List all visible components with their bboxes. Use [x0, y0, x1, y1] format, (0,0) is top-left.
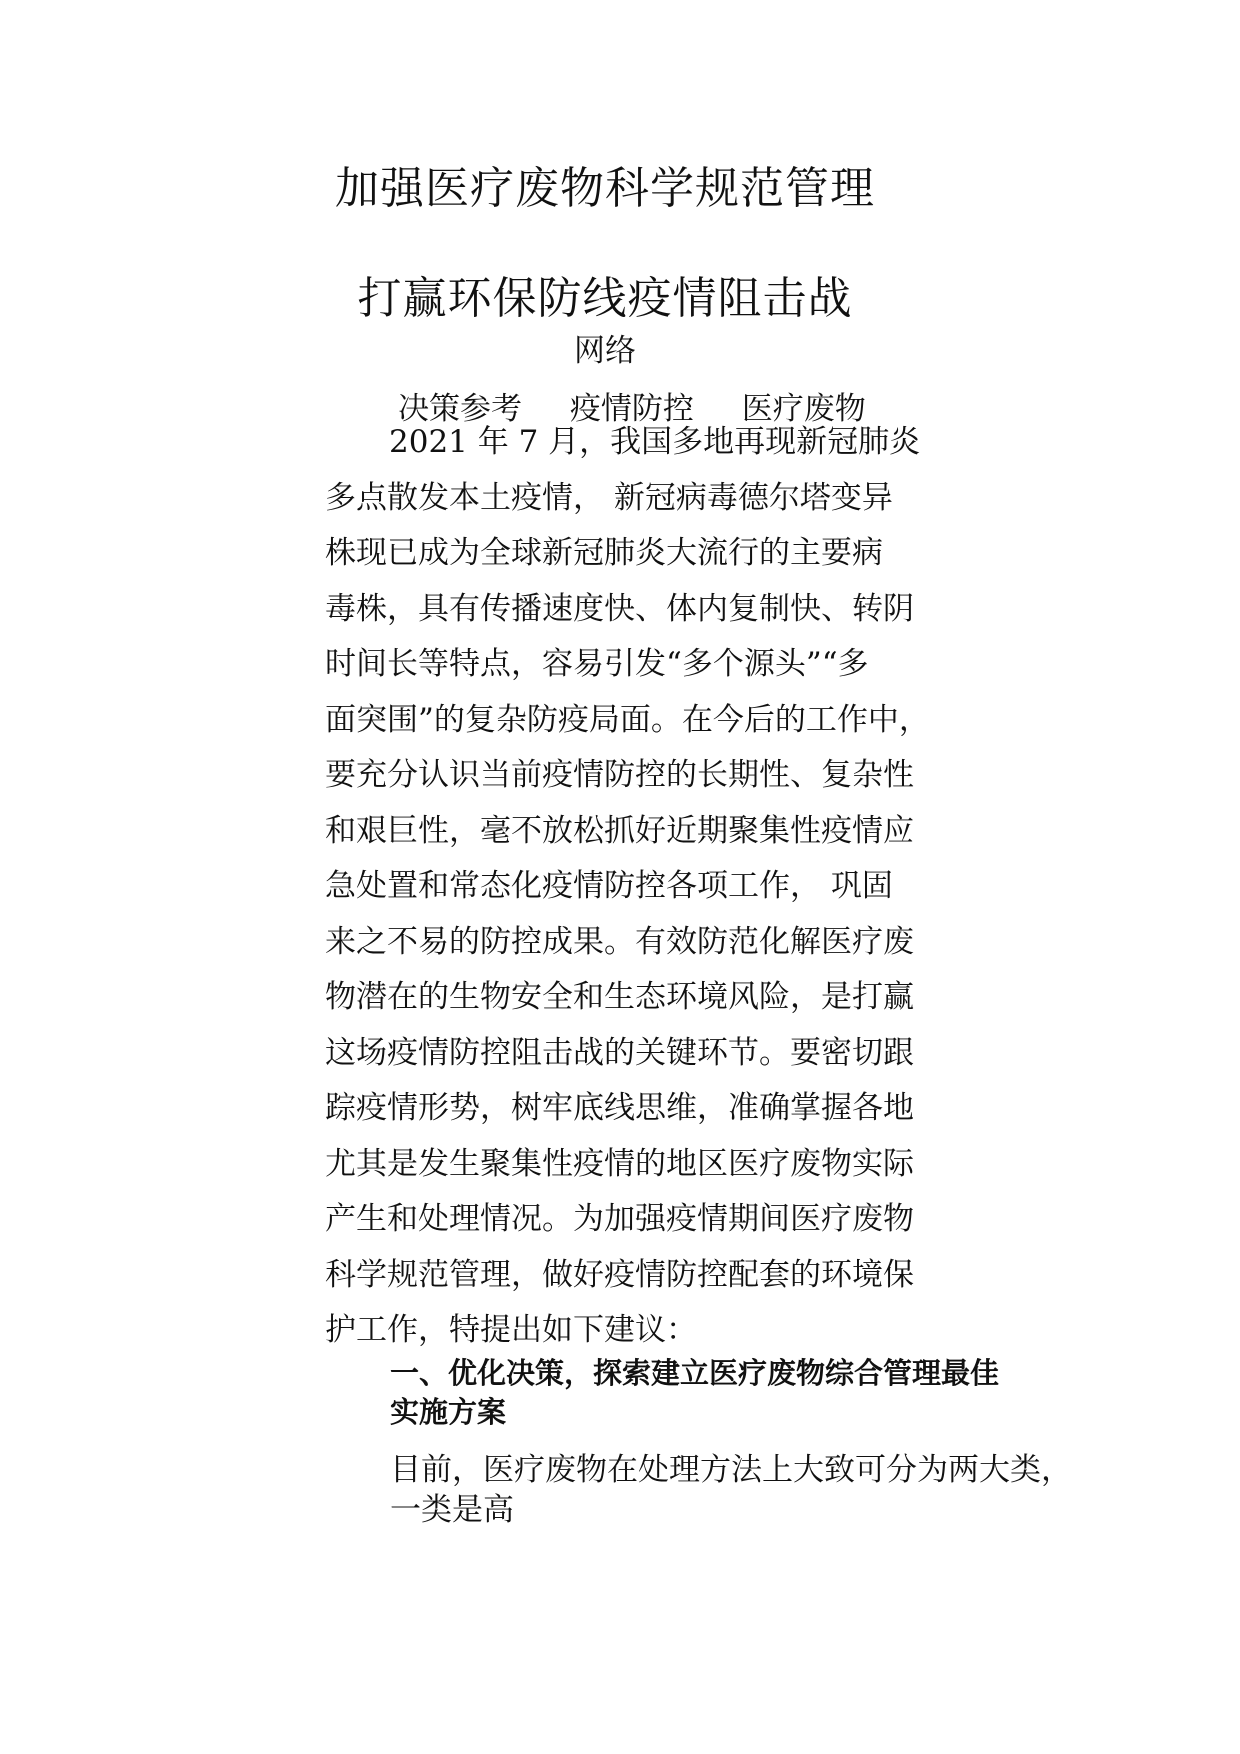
paragraph-line: 一类是高 — [390, 1492, 514, 1528]
keyword: 疫情防控 — [569, 391, 694, 427]
paragraph-line: 面突围”的复杂防疫局面。在今后的工作中， — [325, 701, 930, 738]
section-heading-line: 一、优化决策，探索建立医疗废物综合管理最佳 — [390, 1356, 1000, 1390]
title-line-2: 打赢环保防线疫情阻击战 — [357, 273, 853, 324]
intro-paragraph — [325, 415, 965, 1359]
keyword: 决策参考 — [398, 391, 522, 427]
paragraph-line: 2021 年 7 月，我国多地再现新冠肺炎 — [389, 424, 921, 460]
paragraph-line: 要充分认识当前疫情防控的长期性、复杂性 — [325, 757, 914, 793]
paragraph-line: 和艰巨性，毫不放松抓好近期聚集性疫情应 — [325, 812, 914, 849]
paragraph-line: 物潜在的生物安全和生态环境风险，是打赢 — [325, 979, 914, 1015]
paragraph-line: 目前，医疗废物在处理方法上大致可分为两大类， — [390, 1452, 1072, 1488]
keyword: 医疗废物 — [741, 391, 866, 427]
author: 网络 — [574, 333, 636, 369]
paragraph-line: 时间长等特点，容易引发“多个源头”“多 — [325, 646, 869, 682]
paragraph-line: 这场疫情防控阻击战的关键环节。要密切跟 — [325, 1034, 914, 1071]
section-heading — [390, 1354, 1110, 1432]
paragraph-line: 株现已成为全球新冠肺炎大流行的主要病 — [325, 535, 883, 571]
section-heading-line: 实施方案 — [390, 1395, 507, 1429]
paragraph-line: 多点散发本土疫情， 新冠病毒德尔塔变异 — [325, 479, 893, 516]
paragraph-line: 踪疫情形势，树牢底线思维，准确掌握各地 — [325, 1090, 914, 1126]
paragraph-line: 护工作，特提出如下建议： — [325, 1312, 697, 1348]
paragraph-line: 产生和处理情况。为加强疫情期间医疗废物 — [325, 1201, 914, 1237]
paragraph-line: 科学规范管理，做好疫情防控配套的环境保 — [325, 1256, 914, 1293]
title-line-1: 加强医疗废物科学规范管理 — [335, 163, 875, 214]
paragraph-line: 尤其是发生聚集性疫情的地区医疗废物实际 — [325, 1145, 914, 1182]
section-paragraph — [390, 1450, 1150, 1530]
paragraph-line: 急处置和常态化疫情防控各项工作， 巩固 — [325, 868, 893, 904]
paragraph-line: 来之不易的防控成果。有效防范化解医疗废 — [325, 923, 914, 960]
paragraph-line: 毒株，具有传播速度快、体内复制快、转阴 — [325, 590, 914, 627]
